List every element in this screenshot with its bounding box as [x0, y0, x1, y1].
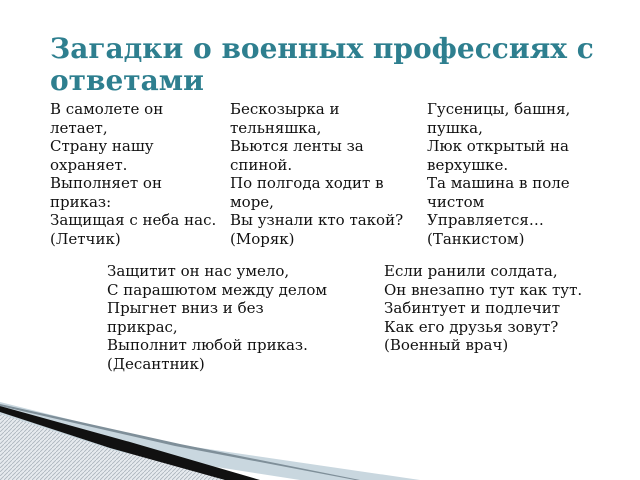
- decorative-swoosh: [0, 380, 640, 480]
- slide-title: Загадки о военных профессиях с ответами: [50, 32, 594, 97]
- riddle-pilot: В самолете он летает, Страну нашу охраняет. Выполняет он приказ: Защищая с неба нас. (Летчик): [50, 100, 217, 248]
- riddle-paratrooper: Защитит он нас умело, С парашютом между делом Прыгнет вниз и без прикрас, Выполнит любой приказ. (Десантник): [107, 262, 328, 373]
- riddle-tankman: Гусеницы, башня, пушка, Люк открытый на верхушке. Та машина в поле чистом Управляется… (Танкистом): [427, 100, 571, 248]
- riddle-sailor: Бескозырка и тельняшка, Вьются ленты за спиной. По полгода ходит в море, Вы узнали кто такой? (Моряк): [230, 100, 404, 248]
- riddle-military-doctor: Если ранили солдата, Он внезапно тут как тут. Забинтует и подлечит Как его друзья зовут? (Военный врач): [384, 262, 583, 354]
